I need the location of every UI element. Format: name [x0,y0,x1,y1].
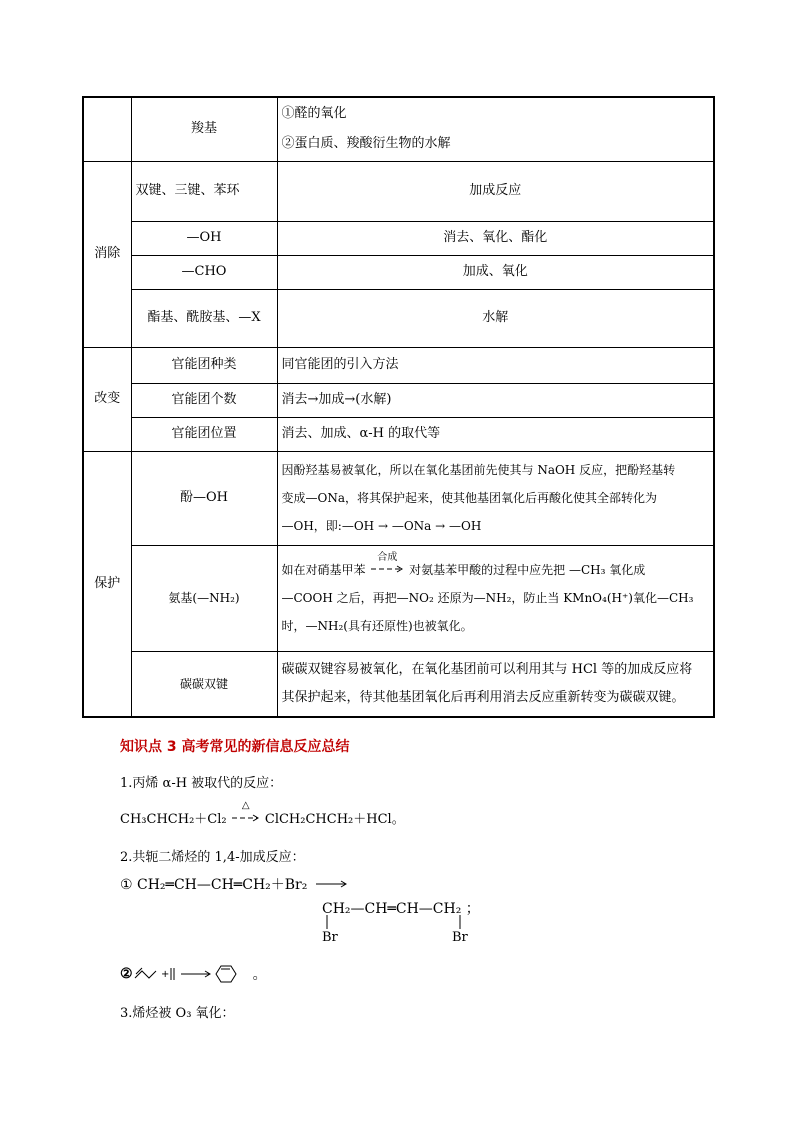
method-line: ②蛋白质、羧酸衍生物的水解 [281,136,451,152]
cell-method: 消去→加成→(水解) [277,383,714,417]
table-row [83,651,714,717]
empty-cell [83,97,131,161]
table-row [83,347,714,383]
table-row [83,417,714,451]
cell-group: 官能团个数 [131,383,277,417]
cell-method: 消去、氧化、酯化 [277,221,714,255]
table-row [83,221,714,255]
svg-text:+: + [160,969,169,980]
item-1: 1.丙烯 α-H 被取代的反应： [120,776,283,791]
text-line: 时，—NH₂(具有还原性)也被氧化。 [281,619,473,633]
item-3: 3.烯烃被 O₃ 氧化： [120,1006,235,1021]
text-line: 因酚羟基易被氧化，所以在氧化基团前先使其与 NaOH 反应，把酚羟基转 [281,463,676,477]
cell-group: —OH [131,221,277,255]
functional-group-table [82,96,715,718]
bond-lines [323,914,473,930]
cell-method: 同官能团的引入方法 [277,347,714,383]
arrow-icon [312,879,348,889]
cell-method: 消去、加成、α-H 的取代等 [277,417,714,451]
bromine-label: Br [322,930,338,945]
table-row [83,97,714,161]
cell-method-phenol [277,451,714,545]
cell-group: —CHO [131,255,277,289]
text-line: 碳碳双键容易被氧化，在氧化基团前可以利用其与 HCl 等的加成反应将 [281,661,693,677]
group-label-protect: 保护 [83,451,131,717]
equation-2 [120,874,348,894]
eq-left: ① CH₂═CH—CH═CH₂＋Br₂ [120,877,308,893]
cell-group: 碳碳双键 [131,651,277,717]
diels-alder-diagram [133,962,253,986]
text-span: 对氨基苯甲酸的过程中应先把 —CH₃ 氧化成 [409,563,646,577]
group-label-eliminate: 消除 [83,161,131,347]
cell-carboxyl: 羧基 [131,97,277,161]
table-row [83,255,714,289]
cell-method-amino [277,545,714,651]
cell-group: 氨基(—NH₂) [131,545,277,651]
arrow-label: 合成 [377,552,398,563]
eq-number: ② [120,966,133,982]
heat-symbol: △ [241,800,250,811]
text-line: 其保护起来，待其他基团氧化后再利用消去反应重新转变为碳碳双键。 [281,689,685,705]
table-row [83,383,714,417]
equation-3 [120,962,267,986]
method-line: ①醛的氧化 [281,106,347,122]
table-row [83,161,714,221]
equation-2-product: CH₂—CH═CH—CH₂ ； [322,901,480,917]
eq-right: ClCH₂CHCH₂＋HCl。 [264,812,405,827]
section-heading: 知识点 3 高考常见的新信息反应总结 [120,739,350,755]
synthesis-arrow [369,552,405,584]
cell-method-cc [277,651,714,717]
cell-group: 酚—OH [131,451,277,545]
text-line [281,552,710,584]
equation-1 [120,800,405,827]
bromine-label: Br [452,930,468,945]
cell-group: 酯基、酰胺基、—X [131,289,277,347]
cell-group: 官能团种类 [131,347,277,383]
eq-end: 。 [252,967,267,983]
eq-left: CH₃CHCH₂＋Cl₂ [120,812,227,827]
heat-arrow [231,800,261,827]
text-line: 变成—ONa，将其保护起来，使其他基团氧化后再酸化使其全部转化为 [281,491,657,505]
item-2: 2.共轭二烯烃的 1,4-加成反应： [120,850,305,865]
text-line: —OH，即:—OH → —ONa → —OH [281,519,482,533]
cell-group: 双键、三键、苯环 [131,161,277,221]
table-row [83,545,714,651]
table-row [83,289,714,347]
group-label-change: 改变 [83,347,131,451]
cell-carboxyl-methods [277,97,714,161]
table-row [83,451,714,545]
cell-group: 官能团位置 [131,417,277,451]
text-span: 如在对硝基甲苯 [281,563,366,577]
cell-method: 水解 [277,289,714,347]
text-line: —COOH 之后，再把—NO₂ 还原为—NH₂，防止当 KMnO₄(H⁺)氧化—CH₃ [281,591,694,605]
cell-method: 加成反应 [277,161,714,221]
cell-method: 加成、氧化 [277,255,714,289]
arrow-icon [231,813,261,823]
